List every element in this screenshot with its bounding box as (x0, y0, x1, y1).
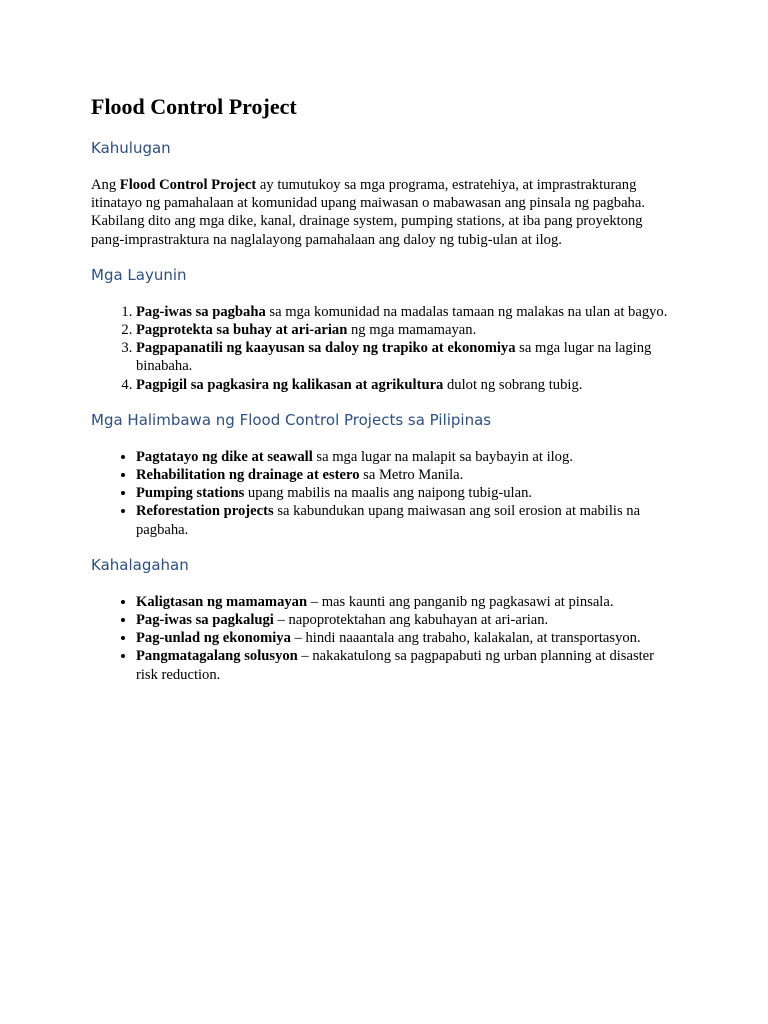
list-item (136, 303, 678, 321)
item-text: sa Metro Manila. (359, 467, 464, 484)
list-item (136, 611, 678, 629)
item-text: sa kabundukan upang maiwasan ang soil erosion at mabilis na pagbaha. (136, 503, 641, 538)
list-item (136, 466, 678, 484)
item-bold: Pagprotekta sa buhay at ari-arian (136, 322, 348, 339)
layunin-list (91, 303, 678, 394)
item-text: – mas kaunti ang panganib ng pagkasawi at pinsala. (307, 593, 614, 610)
kahulugan-paragraph (91, 176, 678, 249)
item-bold: Pagpigil sa pagkasira ng kalikasan at agrikultura (136, 376, 444, 393)
item-bold: Kaligtasan ng mamamayan (136, 593, 308, 610)
halimbawa-list (91, 448, 678, 539)
list-item (136, 502, 678, 538)
item-text: ng mga mamamayan. (347, 322, 477, 339)
item-text: – napoprotektahan ang kabuhayan at ari-arian. (273, 612, 549, 629)
item-bold: Pag-unlad ng ekonomiya (136, 630, 291, 647)
section-heading-kahulugan: Kahulugan (91, 139, 171, 157)
kahulugan-bold-term: Flood Control Project (119, 177, 257, 193)
list-item (136, 629, 678, 647)
kahulugan-prefix: Ang (91, 177, 120, 193)
item-text: sa mga lugar na laging binabaha. (136, 340, 652, 375)
list-item (136, 647, 678, 683)
item-bold: Pagtatayo ng dike at seawall (136, 448, 313, 465)
item-text: dulot ng sobrang tubig. (443, 376, 583, 393)
kahalagahan-list (91, 593, 678, 684)
item-text: sa mga lugar na malapit sa baybayin at ilog. (312, 448, 573, 465)
item-bold: Pag-iwas sa pagkalugi (136, 612, 274, 629)
section-heading-layunin: Mga Layunin (91, 265, 187, 284)
item-bold: Pumping stations (136, 485, 245, 502)
item-bold: Pagpapanatili ng kaayusan sa daloy ng trapiko at ekonomiya (136, 340, 516, 357)
list-item (136, 376, 678, 394)
list-item (136, 484, 678, 502)
item-text: sa mga komunidad na madalas tamaan ng malakas na ulan at bagyo. (265, 303, 668, 320)
item-bold: Reforestation projects (136, 503, 274, 520)
document-title: Flood Control Project (91, 94, 297, 119)
list-item (136, 339, 678, 375)
section-heading-halimbawa: Mga Halimbawa ng Flood Control Projects sa Pilipinas (91, 410, 492, 429)
item-text: – hindi naaantala ang trabaho, kalakalan, at transportasyon. (290, 630, 641, 647)
item-bold: Pangmatagalang solusyon (136, 648, 298, 665)
list-item (136, 448, 678, 466)
item-text: – nakakatulong sa pagpapabuti ng urban planning at disaster risk reduction. (136, 648, 655, 683)
section-heading-kahalagahan: Kahalagahan (91, 555, 189, 574)
item-text: upang mabilis na maalis ang naipong tubig-ulan. (244, 485, 533, 502)
kahulugan-text: ay tumutukoy sa mga programa, estratehiya, at imprastrakturang itinatayo ng pamahalaan at komunidad upang maiwasan o mabawasan ang pinsala ng pagbaha. Kabilang dito ang mga dike, kanal, drainage system, pumping stations, at iba pang proyektong pang-imprastraktura na naglalayong pamahalaan ang daloy ng tubig-ulan at ilog. (91, 177, 645, 248)
list-item (136, 321, 678, 339)
item-bold: Rehabilitation ng drainage at estero (136, 467, 360, 484)
list-item (136, 593, 678, 611)
item-bold: Pag-iwas sa pagbaha (136, 303, 266, 320)
